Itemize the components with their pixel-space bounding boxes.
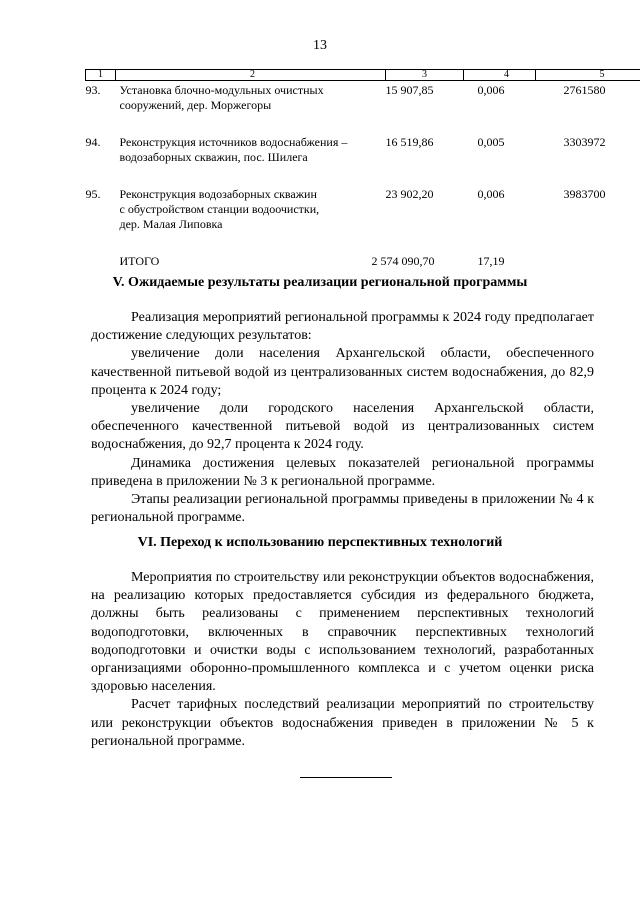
table-total-row — [86, 254, 640, 269]
column-header-1: 1 — [86, 70, 116, 81]
column-header-3: 3 — [386, 70, 464, 81]
total-number — [86, 254, 116, 269]
measures-table — [85, 69, 640, 269]
total-share: 17,19 — [477, 254, 505, 268]
row-number: 94. — [85, 135, 101, 149]
row-name-line: водозаборных скважин, пос. Шилега — [119, 150, 308, 164]
row-name-line: сооружений, дер. Моржегоры — [119, 98, 272, 112]
paragraph: Расчет тарифных последствий реализации мероприятий по строительству или реконструкции объектов водоснабжения приведен в приложении № 5 к региональной программе. — [91, 697, 594, 749]
total-population — [536, 254, 640, 269]
column-header-2: 2 — [116, 70, 386, 81]
row-share: 0,006 — [477, 83, 505, 97]
row-sum: 15 907,85 — [385, 83, 434, 97]
row-name-line: с обустройством станции водоочистки, — [119, 202, 320, 216]
column-header-5: 5 — [536, 70, 640, 81]
row-share: 0,005 — [477, 135, 505, 149]
paragraph: Этапы реализации региональной программы приведены в приложении № 4 к региональной программе. — [91, 492, 594, 526]
end-separator-line — [300, 777, 392, 778]
row-number: 95. — [85, 187, 101, 201]
row-number: 93. — [85, 83, 101, 97]
row-sum: 16 519,86 — [385, 135, 434, 149]
total-label: ИТОГО — [119, 254, 160, 268]
row-name-line: Реконструкция водозаборных скважин — [119, 187, 317, 201]
table-row — [86, 135, 640, 187]
total-sum: 2 574 090,70 — [371, 254, 435, 268]
paragraph: Реализация мероприятий региональной программы к 2024 году предполагает достижение следующих результатов: — [91, 310, 594, 344]
section-6-title: VI. Переход к использованию перспективных технологий — [137, 535, 503, 550]
row-sum: 23 902,20 — [385, 187, 434, 201]
column-header-4: 4 — [464, 70, 536, 81]
row-name-line: Реконструкция источников водоснабжения – — [119, 135, 348, 149]
row-name — [116, 135, 386, 187]
section-5-body — [91, 309, 594, 527]
paragraph: увеличение доли населения Архангельской области, обеспеченного качественной питьевой водой из централизованных систем водоснабжения, до 82,9 процента к 2024 году; — [91, 346, 594, 398]
row-name-line: Установка блочно-модульных очистных — [119, 83, 324, 97]
row-name — [116, 187, 386, 254]
table-header-row — [86, 70, 640, 81]
paragraph: Мероприятия по строительству или реконструкции объектов водоснабжения, на реализацию которых предоставляется субсидия из федерального бюджета, должны быть реализованы с применением перспективных технологий водоподготовки, включенных в справочник перспективных технологий водоподготовки и очистки воды с использованием технологий, разработанных организациями оборонно-промышленного комплекса и с учетом оценки риска здоровью населения. — [91, 570, 594, 695]
section-6-body — [91, 569, 594, 751]
page-number: 13 — [313, 38, 327, 53]
paragraph: увеличение доли городского населения Архангельской области, обеспеченного качественной питьевой водой из централизованных систем водоснабжения, до 92,7 процента к 2024 году. — [91, 401, 594, 453]
section-5-title: V. Ожидаемые результаты реализации региональной программы — [112, 275, 528, 290]
paragraph: Динамика достижения целевых показателей региональной программы приведена в приложении № 3 к региональной программе. — [91, 455, 594, 489]
row-name — [116, 81, 386, 136]
table-row — [86, 187, 640, 254]
table-row — [86, 81, 640, 136]
row-population: 3983700 — [563, 187, 606, 201]
row-population: 3303972 — [563, 135, 606, 149]
row-population: 2761580 — [563, 83, 606, 97]
row-name-line: дер. Малая Липовка — [119, 217, 223, 231]
row-share: 0,006 — [477, 187, 505, 201]
